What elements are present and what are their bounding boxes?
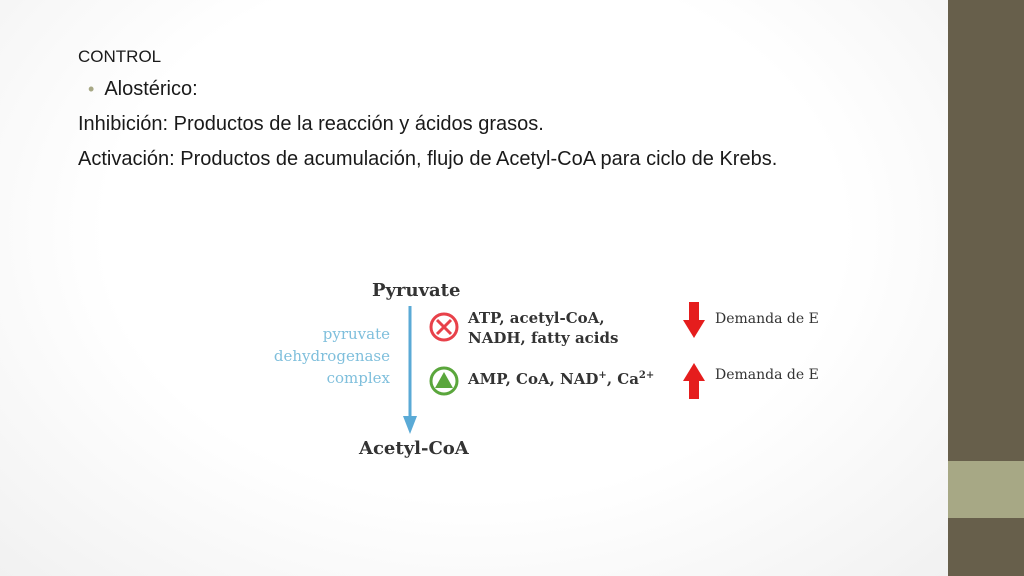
inhibitors-text [468,308,618,348]
activators-prefix: AMP, CoA, NAD [468,370,599,388]
slide-text [78,42,777,177]
activators-superscript-2: 2+ [638,370,655,381]
sidebar-accent [948,461,1024,518]
substrate-label: Pyruvate [372,280,461,301]
demand-up-arrow-icon [683,363,705,399]
enzyme-line-2: dehydrogenase [273,347,390,365]
demand-down-arrow-icon [683,302,705,338]
reaction-arrow-icon [400,306,420,436]
activators-superscript-1: + [598,370,607,381]
inhibition-text: Inhibición: Productos de la reacción y ácidos grasos. [78,113,544,135]
demand-up-label: Demanda de E [715,367,819,383]
inhibition-icon [428,311,460,343]
activators-mid: , Ca [606,370,639,388]
pdh-regulation-diagram [262,270,822,465]
bullet-dot-icon: • [88,79,95,99]
enzyme-line-1: pyruvate [322,325,390,343]
bullet-item [78,72,777,107]
product-label: Acetyl-CoA [359,438,469,459]
slide-title: CONTROL [78,47,162,66]
activation-icon [428,365,460,397]
inhibitors-line-2: NADH, fatty acids [468,329,619,347]
activators-text [468,370,654,388]
inhibitors-line-1: ATP, acetyl-CoA, [468,309,605,327]
demand-down-label: Demanda de E [715,311,819,327]
enzyme-label [262,323,390,389]
activation-text: Activación: Productos de acumulación, flujo de Acetyl-CoA para ciclo de Krebs. [78,148,778,170]
enzyme-line-3: complex [326,369,390,387]
bullet-label: Alostérico: [104,78,198,100]
